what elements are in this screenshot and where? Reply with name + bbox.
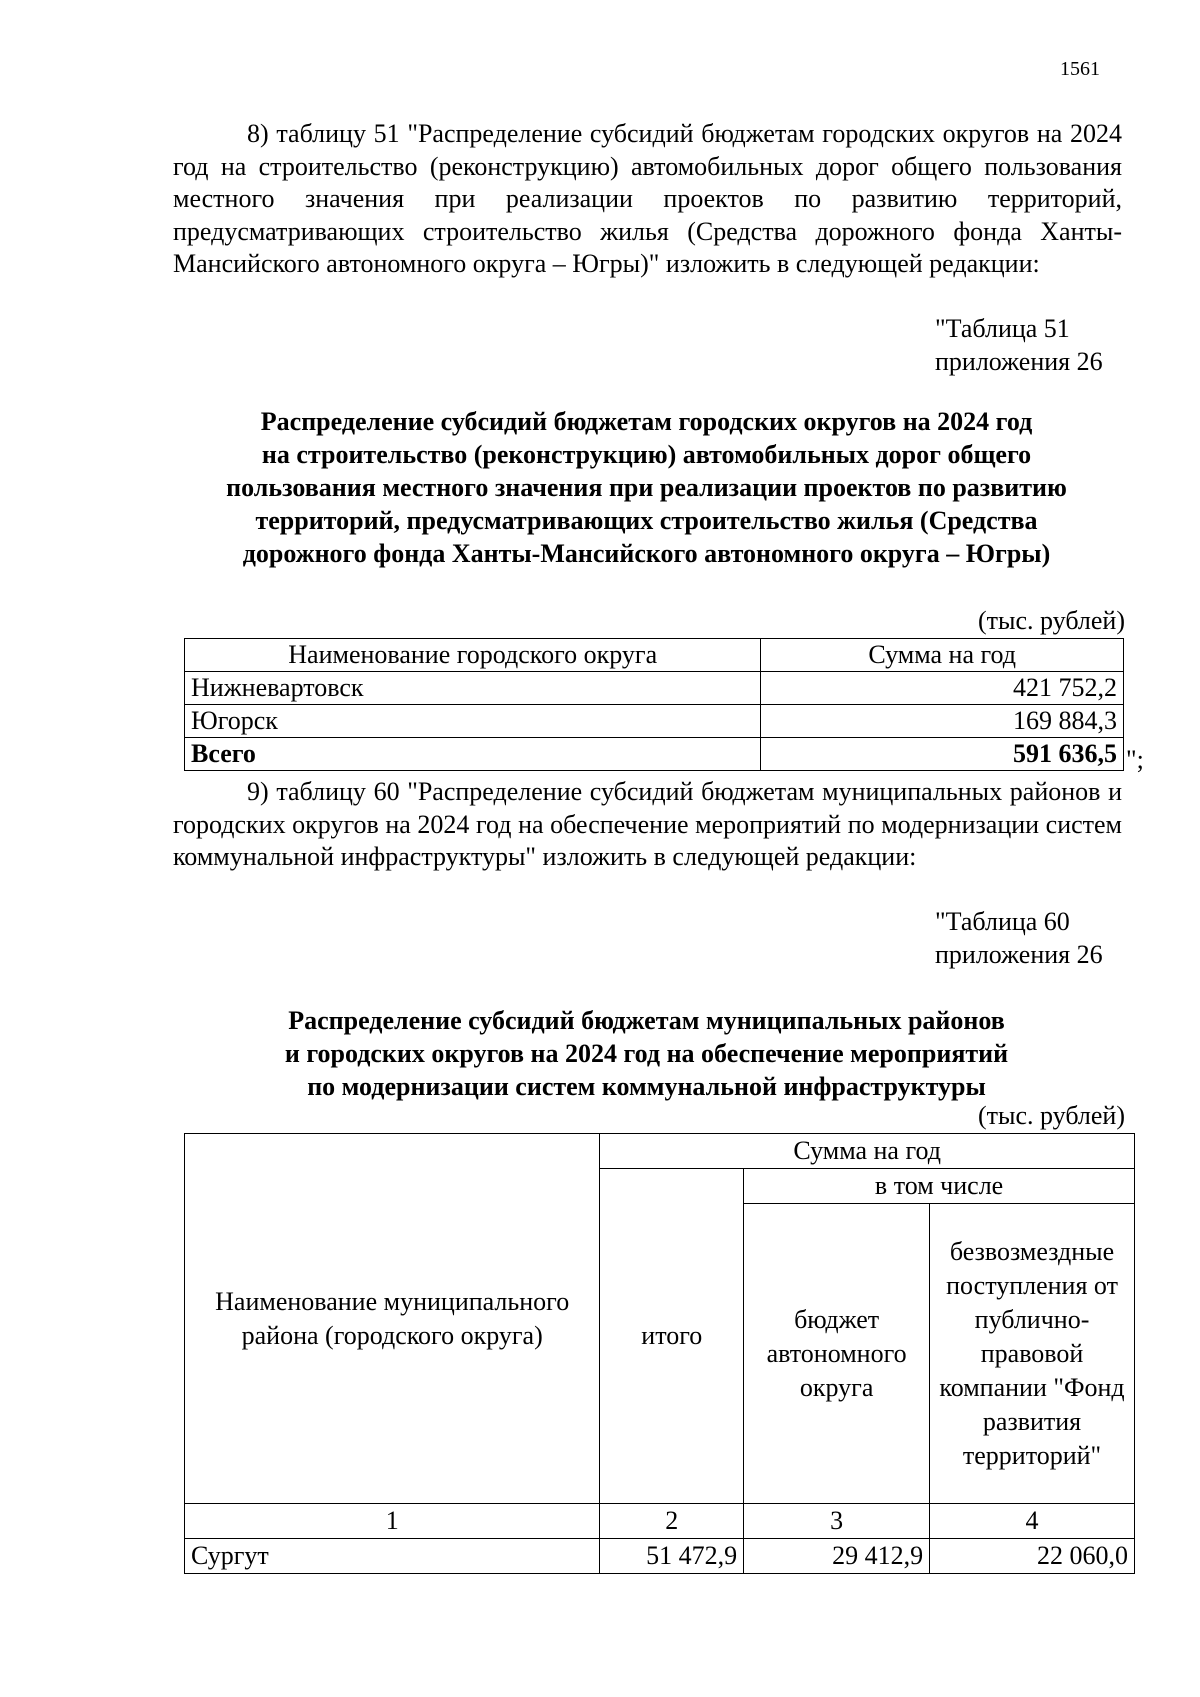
table-row: [185, 705, 1124, 738]
total-label: Всего: [185, 738, 761, 771]
sum-value: 421 752,2: [761, 672, 1124, 705]
fund-value: 22 060,0: [930, 1539, 1135, 1574]
fund-header: безвозмездные поступления от публично-правовой компании "Фонд развития территорий": [930, 1204, 1135, 1504]
header-cell: Наименование городского округа: [185, 639, 761, 672]
table-60: [184, 1133, 1135, 1574]
table-header-row: [185, 1134, 1135, 1169]
heading-line: территорий, предусматривающих строительство жилья (Средства: [255, 506, 1038, 535]
sum-value: 169 884,3: [761, 705, 1124, 738]
budget-value: 29 412,9: [744, 1539, 930, 1574]
table-51-heading: [150, 405, 1143, 570]
table-header-row: [185, 639, 1124, 672]
heading-line: на строительство (реконструкцию) автомобильных дорог общего: [261, 440, 1032, 469]
table-total-row: [185, 738, 1124, 771]
city-name: Югорск: [185, 705, 761, 738]
table-row: [185, 1539, 1135, 1574]
column-number: 4: [930, 1504, 1135, 1539]
table-51-units: (тыс. рублей): [977, 606, 1125, 635]
incl-header: в том числе: [744, 1169, 1135, 1204]
table-51-caption-line2: приложения 26: [935, 347, 1103, 376]
closing-quote: ";: [1126, 745, 1144, 774]
sum-header: Сумма на год: [600, 1134, 1135, 1169]
table-51: [184, 638, 1124, 771]
heading-line: пользования местного значения при реализации проектов по развитию: [226, 473, 1067, 502]
column-number-row: [185, 1504, 1135, 1539]
table-60-units: (тыс. рублей): [977, 1101, 1125, 1130]
table-51-caption-line1: "Таблица 51: [935, 314, 1070, 343]
heading-line: и городских округов на 2024 год на обеспечение мероприятий: [284, 1039, 1009, 1068]
total-value: 51 472,9: [600, 1539, 744, 1574]
heading-line: Распределение субсидий бюджетам городских округов на 2024 год: [260, 407, 1033, 436]
municipality-name: Сургут: [185, 1539, 600, 1574]
column-number: 2: [600, 1504, 744, 1539]
table-60-heading: [150, 1004, 1143, 1103]
table-60-caption-line2: приложения 26: [935, 940, 1103, 969]
budget-header: бюджет автономного округа: [744, 1204, 930, 1504]
heading-line: Распределение субсидий бюджетам муниципальных районов: [288, 1006, 1005, 1035]
table-row: [185, 672, 1124, 705]
total-header: итого: [600, 1169, 744, 1504]
item-8-paragraph: 8) таблицу 51 "Распределение субсидий бюджетам городских округов на 2024 год на строительство (реконструкцию) автомобильных дорог общего пользования местного значения при реализации проектов по развитию территорий, предусматривающих строительство жилья (Средства дорожного фонда Ханты-Мансийского автономного округа – Югры)" изложить в следующей редакции:: [173, 119, 1122, 278]
page-number: 1561: [1060, 58, 1100, 80]
heading-line: по модернизации систем коммунальной инфраструктуры: [307, 1072, 986, 1101]
column-number: 1: [185, 1504, 600, 1539]
item-9-paragraph: 9) таблицу 60 "Распределение субсидий бюджетам муниципальных районов и городских округов на 2024 год на обеспечение мероприятий по модернизации систем коммунальной инфраструктуры" изложить в следующей редакции:: [173, 777, 1122, 871]
total-value: 591 636,5: [761, 738, 1124, 771]
column-number: 3: [744, 1504, 930, 1539]
city-name: Нижневартовск: [185, 672, 761, 705]
header-cell: Сумма на год: [761, 639, 1124, 672]
name-header: Наименование муниципального района (городского округа): [185, 1134, 600, 1504]
heading-line: дорожного фонда Ханты-Мансийского автономного округа – Югры): [242, 539, 1051, 568]
table-60-caption-line1: "Таблица 60: [935, 907, 1070, 936]
